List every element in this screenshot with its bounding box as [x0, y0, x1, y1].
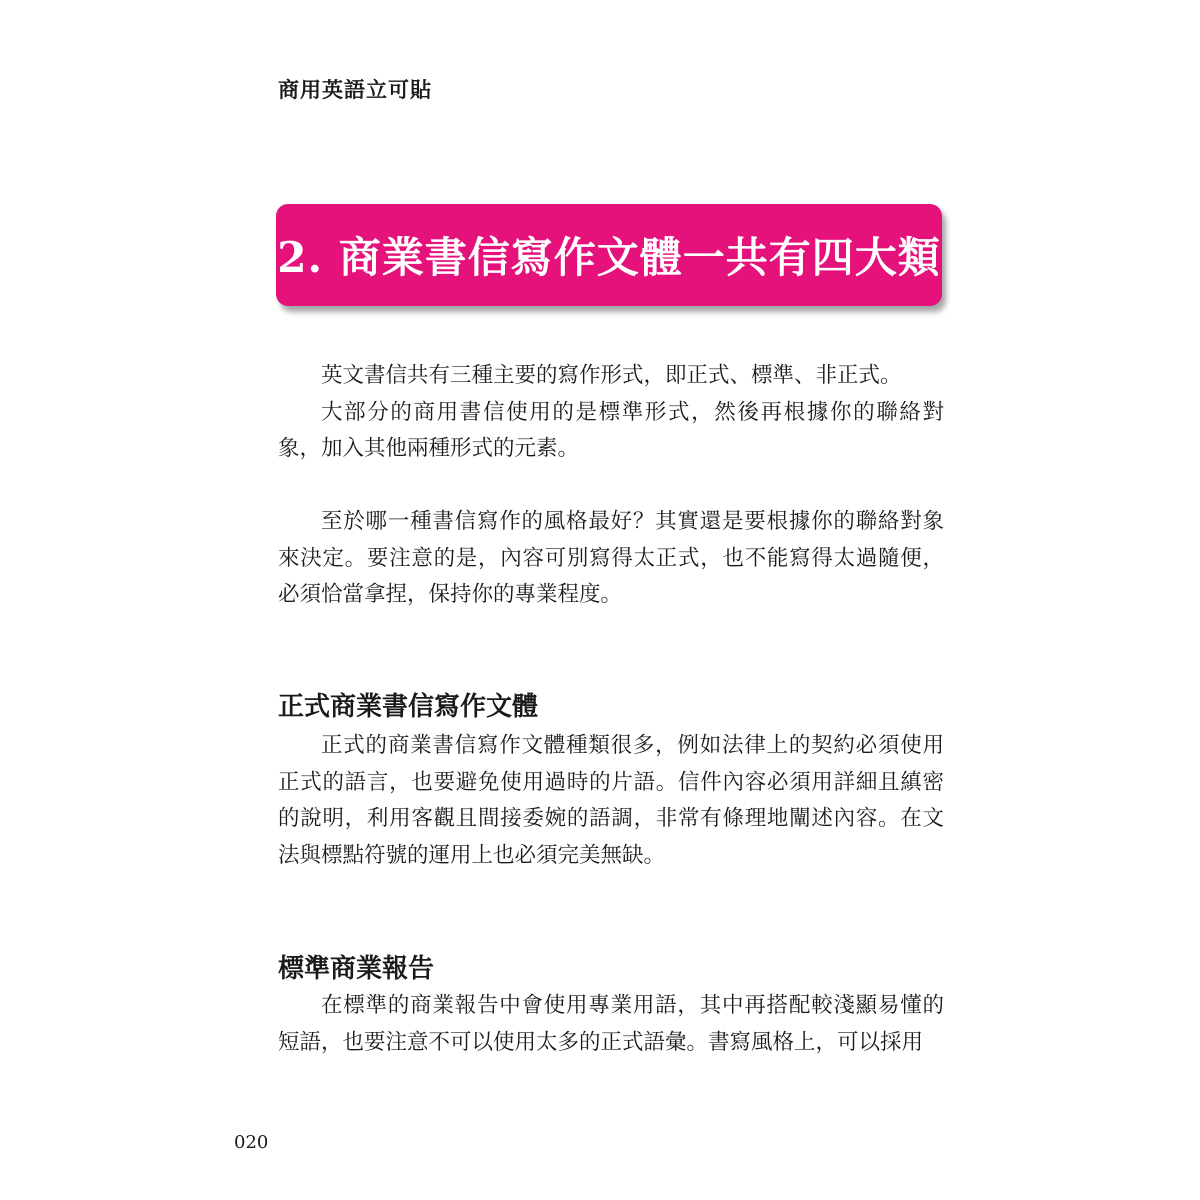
- standard-section-paragraph: 在標準的商業報告中會使用專業用語，其中再搭配較淺顯易懂的短語，也要注意不可以使用太多的正式語彙。書寫風格上，可以採用: [278, 993, 944, 1055]
- section-heading-formal: 正式商業書信寫作文體: [278, 692, 539, 722]
- running-header-title: 商用英語立可貼: [278, 77, 432, 102]
- section-heading-standard: 標準商業報告: [278, 954, 435, 984]
- formal-section-paragraph: 正式的商業書信寫作文體種類很多，例如法律上的契約必須使用正式的語言，也要避免使用過時的片語。信件內容必須用詳細且縝密的說明，利用客觀且間接委婉的語調，非常有條理地闡述內容。在文法與標點符號的運用上也必須完美無缺。: [278, 733, 944, 868]
- standard-section-text-block: [278, 988, 944, 1061]
- intro-paragraph-2: 大部分的商用書信使用的是標準形式，然後再根據你的聯絡對象，加入其他兩種形式的元素。: [278, 399, 944, 461]
- style-choice-text-block: [278, 504, 944, 614]
- intro-paragraph-1: 英文書信共有三種主要的寫作形式，即正式、標準、非正式。: [321, 363, 902, 388]
- style-choice-paragraph: 至於哪一種書信寫作的風格最好？其實還是要根據你的聯絡對象來決定。要注意的是，內容可別寫得太正式，也不能寫得太過隨便，必須恰當拿捏，保持你的專業程度。: [278, 509, 944, 607]
- page-number: 020: [234, 1132, 269, 1153]
- chapter-title-banner: [276, 204, 942, 306]
- chapter-title: 2. 商業書信寫作文體一共有四大類: [277, 233, 941, 282]
- intro-text-block: [278, 358, 944, 468]
- formal-section-text-block: [278, 728, 944, 874]
